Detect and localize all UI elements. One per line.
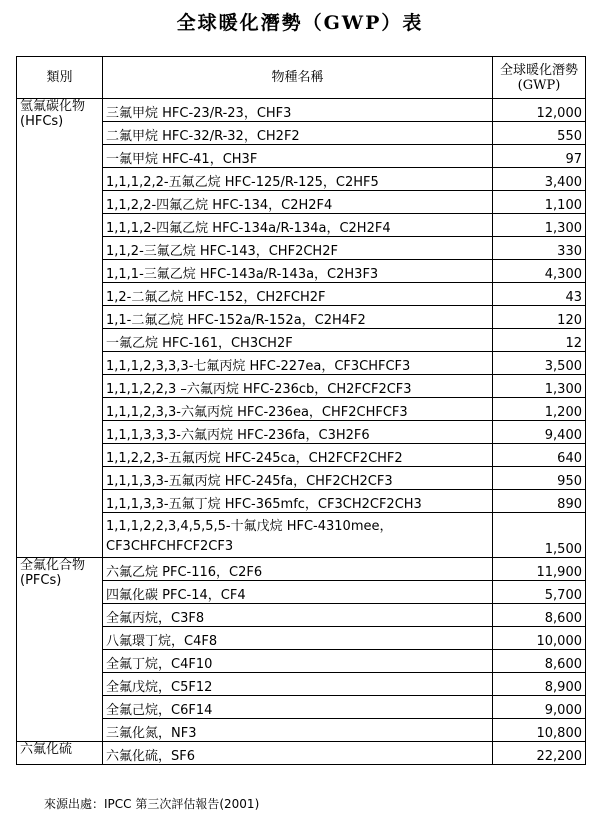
gwp-value: 12 — [493, 329, 586, 352]
gwp-value: 120 — [493, 306, 586, 329]
category-label: 全氟化合物 — [20, 558, 86, 573]
species-name: 1,1,1-三氟乙烷 HFC-143a/R-143a，C2H3F3 — [103, 260, 493, 283]
gwp-value: 10,000 — [493, 627, 586, 650]
table-row — [17, 719, 586, 742]
table-row — [17, 604, 586, 627]
species-name: 1,1,1,2,2,3,4,5,5,5-十氟戊烷 HFC-4310mee，CF3CHFCHFCF2CF3 — [103, 513, 493, 558]
category-label: (PFCs) — [20, 573, 62, 588]
gwp-value: 9,000 — [493, 696, 586, 719]
species-name: 八氟環丁烷，C4F8 — [103, 627, 493, 650]
species-name: 全氟戊烷，C5F12 — [103, 673, 493, 696]
table-row — [17, 742, 586, 765]
table-row — [17, 191, 586, 214]
table-row — [17, 558, 586, 581]
category-cell — [17, 558, 103, 742]
species-name: 1,2-二氟乙烷 HFC-152，CH2FCH2F — [103, 283, 493, 306]
gwp-value: 12,000 — [493, 99, 586, 122]
species-name: 六氟乙烷 PFC-116，C2F6 — [103, 558, 493, 581]
species-name: 1,1,2,2-四氟乙烷 HFC-134，C2H2F4 — [103, 191, 493, 214]
header-gwp — [493, 57, 586, 99]
table-body — [17, 99, 586, 765]
header-name: 物種名稱 — [103, 57, 493, 99]
table-row — [17, 650, 586, 673]
gwp-value: 5,700 — [493, 581, 586, 604]
gwp-value: 8,900 — [493, 673, 586, 696]
gwp-value: 550 — [493, 122, 586, 145]
gwp-value: 8,600 — [493, 650, 586, 673]
species-name: 1,1,1,3,3-五氟丙烷 HFC-245fa，CHF2CH2CF3 — [103, 467, 493, 490]
species-name: 1,1,1,2,2,3 –六氟丙烷 HFC-236cb，CH2FCF2CF3 — [103, 375, 493, 398]
gwp-value: 1,200 — [493, 398, 586, 421]
gwp-value: 43 — [493, 283, 586, 306]
gwp-value: 1,500 — [493, 513, 586, 558]
species-name: 1,1,1,2,3,3-六氟丙烷 HFC-236ea，CHF2CHFCF3 — [103, 398, 493, 421]
table-row — [17, 673, 586, 696]
gwp-value: 8,600 — [493, 604, 586, 627]
species-name: 1,1,1,2,3,3,3-七氟丙烷 HFC-227ea，CF3CHFCF3 — [103, 352, 493, 375]
header-category: 類別 — [17, 57, 103, 99]
species-name: 一氟甲烷 HFC-41，CH3F — [103, 145, 493, 168]
gwp-value: 22,200 — [493, 742, 586, 765]
species-name: 四氟化碳 PFC-14，CF4 — [103, 581, 493, 604]
gwp-value: 1,300 — [493, 214, 586, 237]
gwp-value: 950 — [493, 467, 586, 490]
species-name: 1,1,1,2-四氟乙烷 HFC-134a/R-134a，C2H2F4 — [103, 214, 493, 237]
species-name: 全氟己烷，C6F14 — [103, 696, 493, 719]
table-row — [17, 99, 586, 122]
source-note: 來源出處：IPCC 第三次評估報告(2001) — [44, 797, 260, 811]
gwp-value: 9,400 — [493, 421, 586, 444]
table-row — [17, 490, 586, 513]
gwp-value: 1,300 — [493, 375, 586, 398]
gwp-value: 1,100 — [493, 191, 586, 214]
table-row — [17, 260, 586, 283]
page-title: 全球暖化潛勢（GWP）表 — [176, 12, 424, 34]
gwp-value: 4,300 — [493, 260, 586, 283]
table-row — [17, 581, 586, 604]
category-label: 六氟化硫 — [20, 742, 73, 757]
table-row — [17, 283, 586, 306]
table-row — [17, 444, 586, 467]
table-row — [17, 421, 586, 444]
gwp-value: 640 — [493, 444, 586, 467]
species-name: 全氟丙烷，C3F8 — [103, 604, 493, 627]
gwp-value: 890 — [493, 490, 586, 513]
table-row — [17, 122, 586, 145]
table-row — [17, 237, 586, 260]
table-row — [17, 214, 586, 237]
species-name: 1,1-二氟乙烷 HFC-152a/R-152a，C2H4F2 — [103, 306, 493, 329]
table-row — [17, 513, 586, 558]
species-name: 1,1,2-三氟乙烷 HFC-143，CHF2CH2F — [103, 237, 493, 260]
gwp-value: 11,900 — [493, 558, 586, 581]
category-label: 氫氟碳化物 — [20, 99, 86, 114]
species-name: 六氟化硫，SF6 — [103, 742, 493, 765]
table-row — [17, 352, 586, 375]
table-header-row — [17, 57, 586, 99]
table-row — [17, 398, 586, 421]
gwp-table — [16, 56, 586, 765]
table-row — [17, 467, 586, 490]
species-name: 一氟乙烷 HFC-161，CH3CH2F — [103, 329, 493, 352]
table-row — [17, 145, 586, 168]
header-gwp-line2: (GWP) — [517, 77, 561, 93]
category-label: (HFCs) — [20, 114, 64, 129]
species-name: 全氟丁烷，C4F10 — [103, 650, 493, 673]
gwp-value: 3,400 — [493, 168, 586, 191]
table-row — [17, 627, 586, 650]
table-row — [17, 375, 586, 398]
category-cell — [17, 99, 103, 558]
header-gwp-line1: 全球暖化潛勢 — [499, 62, 578, 78]
category-cell — [17, 742, 103, 765]
gwp-value: 330 — [493, 237, 586, 260]
gwp-value: 3,500 — [493, 352, 586, 375]
gwp-value: 97 — [493, 145, 586, 168]
species-name: 二氟甲烷 HFC-32/R-32，CH2F2 — [103, 122, 493, 145]
species-name: 1,1,1,3,3,3-六氟丙烷 HFC-236fa，C3H2F6 — [103, 421, 493, 444]
species-name: 1,1,1,2,2-五氟乙烷 HFC-125/R-125，C2HF5 — [103, 168, 493, 191]
species-name: 三氟化氮，NF3 — [103, 719, 493, 742]
table-row — [17, 696, 586, 719]
species-name: 1,1,1,3,3-五氟丁烷 HFC-365mfc，CF3CH2CF2CH3 — [103, 490, 493, 513]
table-row — [17, 306, 586, 329]
species-name: 1,1,2,2,3-五氟丙烷 HFC-245ca，CH2FCF2CHF2 — [103, 444, 493, 467]
species-name: 三氟甲烷 HFC-23/R-23，CHF3 — [103, 99, 493, 122]
table-row — [17, 329, 586, 352]
gwp-value: 10,800 — [493, 719, 586, 742]
table-row — [17, 168, 586, 191]
